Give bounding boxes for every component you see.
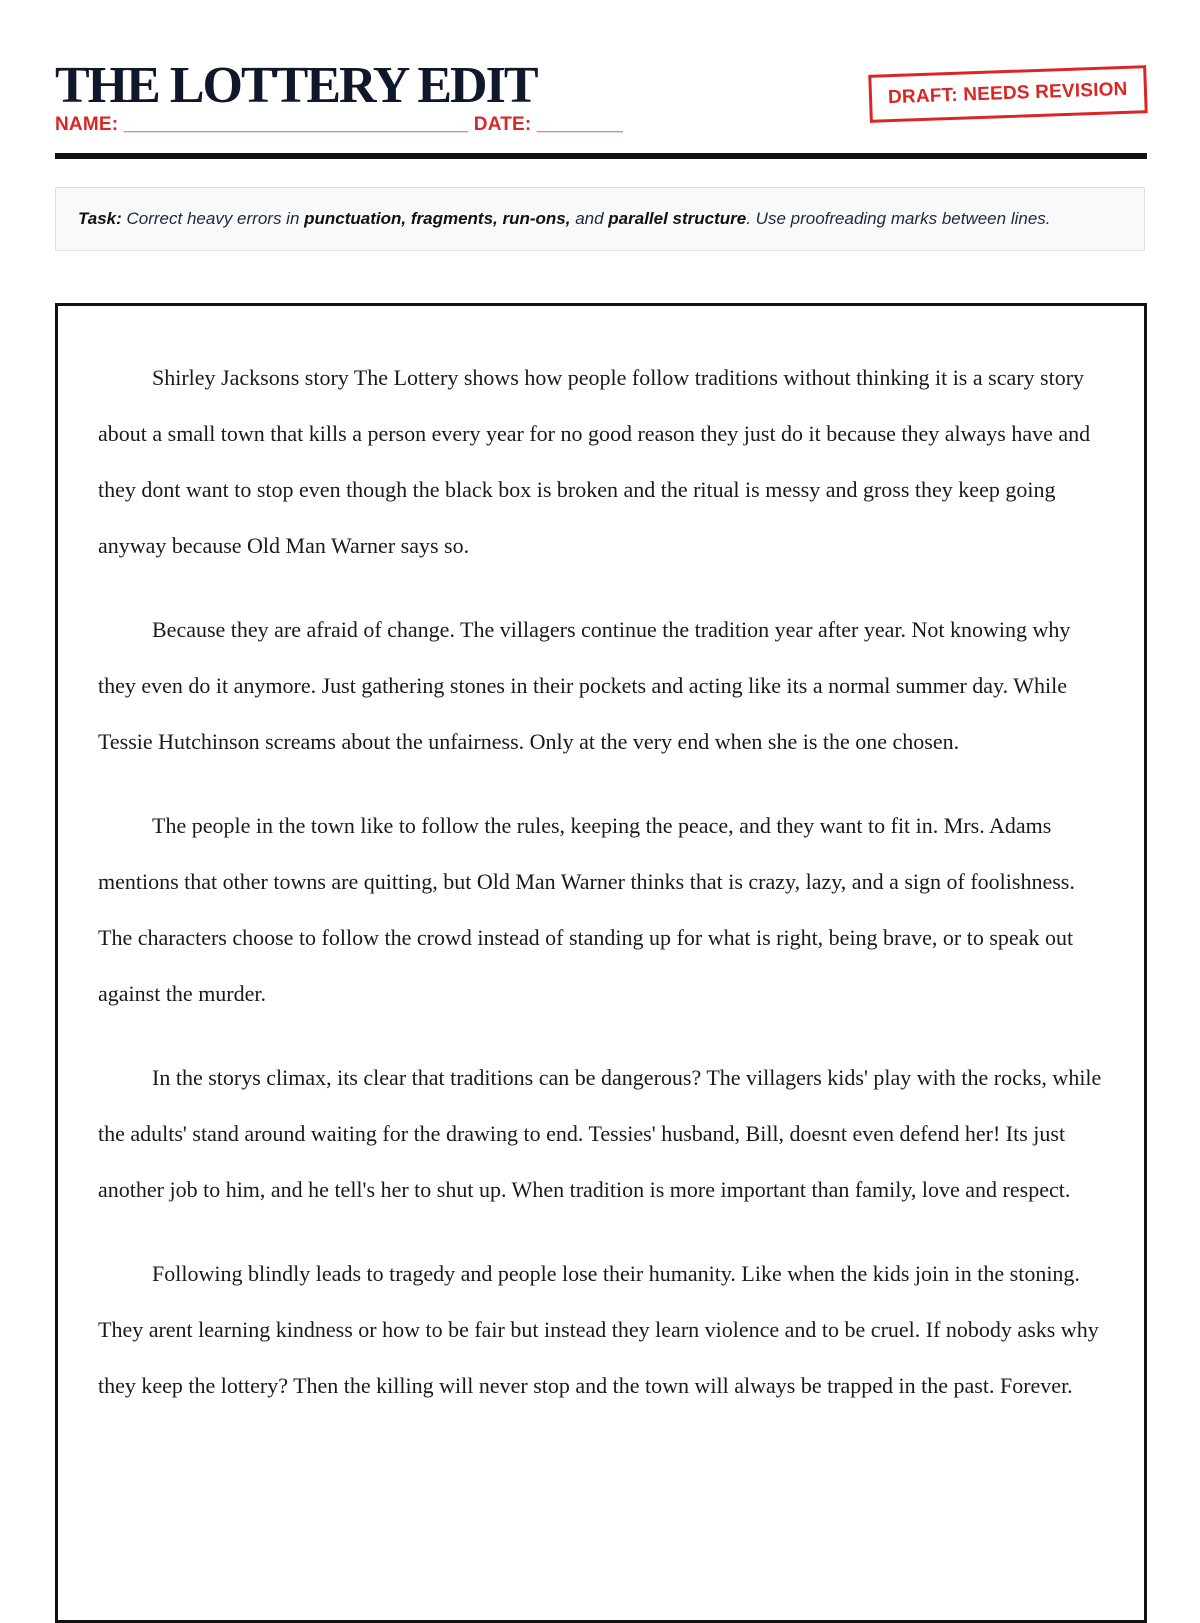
task-term-punctuation: punctuation, fragments, run-ons, [304, 209, 571, 228]
worksheet-page [55, 0, 1147, 1398]
name-date-line [55, 114, 623, 136]
essay-box [55, 303, 1147, 1623]
draft-status-stamp: DRAFT: NEEDS REVISION [869, 65, 1148, 123]
worksheet-header [55, 0, 1147, 158]
page-title: THE LOTTERY EDIT [55, 57, 537, 114]
essay-paragraph-2: Because they are afraid of change. The villagers continue the tradition year after year. Not knowing why they even do it anymore. Just gathering stones in their pockets and acting like its a normal summer day. While Tessie Hutchinson screams about the unfairness. Only at the very end when she is the one chosen. [98, 617, 1071, 754]
essay-paragraph-1: Shirley Jacksons story The Lottery shows how people follow traditions without thinking it is a scary story about a small town that kills a person every year for no good reason they just do it because they always have and they dont want to stop even though the black box is broken and the ritual is messy and gross they keep going anyway because Old Man Warner says so. [98, 365, 1091, 558]
task-text-1: Correct heavy errors in [121, 209, 305, 228]
essay-paragraph-4: In the storys climax, its clear that traditions can be dangerous? The villagers kids' play with the rocks, while the adults' stand around waiting for the drawing to end. Tessies' husband, Bill, doesnt even defend her! Its just another job to him, and he tell's her to shut up. When tradition is more important than family, love and respect. [98, 1065, 1102, 1202]
name-field-label: NAME: ________________________________ [55, 114, 469, 135]
task-text-2: and [570, 209, 609, 228]
task-instructions-box [55, 187, 1145, 251]
task-term-parallel: parallel structure [608, 209, 747, 228]
essay-paragraph-3: The people in the town like to follow the rules, keeping the peace, and they want to fit in. Mrs. Adams mentions that other towns are quitting, but Old Man Warner thinks that is crazy, lazy, and a sign of foolishness. The characters choose to follow the crowd instead of standing up for what is right, being brave, or to speak out against the murder. [98, 813, 1075, 1006]
task-label: Task: [78, 209, 122, 228]
task-text-3: . Use proofreading marks between lines. [746, 209, 1051, 228]
date-field-label: DATE: ________ [473, 114, 624, 135]
header-divider [55, 153, 1147, 159]
essay-paragraph-5: Following blindly leads to tragedy and people lose their humanity. Like when the kids join in the stoning. They arent learning kindness or how to be fair but instead they learn violence and to be cruel. If nobody asks why they keep the lottery? Then the killing will never stop and the town will always be trapped in the past. Forever. [98, 1261, 1099, 1398]
